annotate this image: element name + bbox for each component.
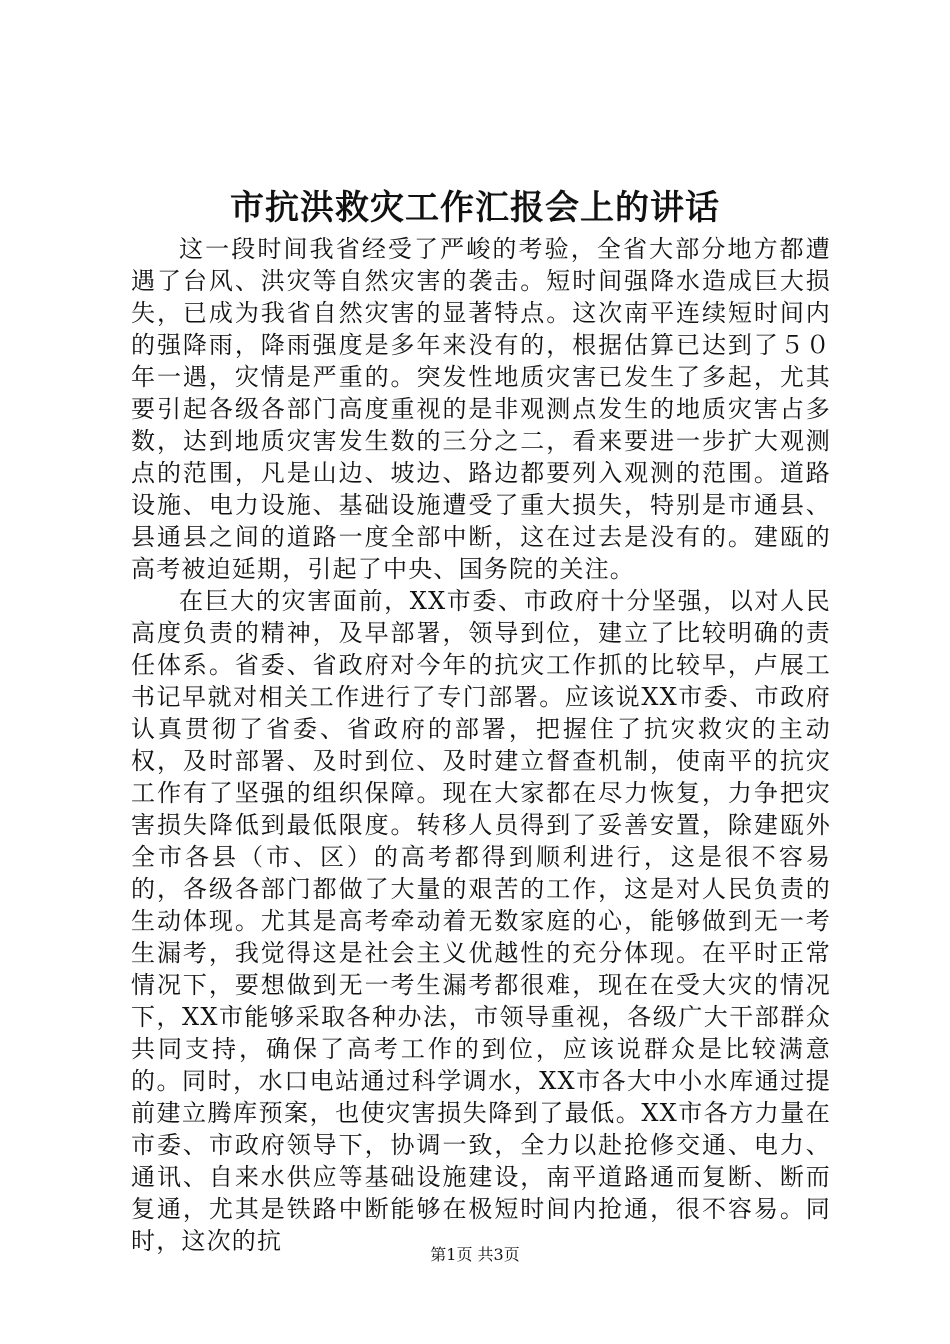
- document-body: [131, 233, 831, 1257]
- paragraph: 这一段时间我省经受了严峻的考验，全省大部分地方都遭遇了台风、洪灾等自然灾害的袭击。短时间强降水造成巨大损失，已成为我省自然灾害的显著特点。这次南平连续短时间内的强降雨，降雨强度是多年来没有的，根据估算已达到了５０年一遇，灾情是严重的。突发性地质灾害已发生了多起，尤其要引起各级各部门高度重视的是非观测点发生的地质灾害占多数，达到地质灾害发生数的三分之二，看来要进一步扩大观测点的范围，凡是山边、坡边、路边都要列入观测的范围。道路设施、电力设施、基础设施遭受了重大损失，特别是市通县、县通县之间的道路一度全部中断，这在过去是没有的。建瓯的高考被迫延期，引起了中央、国务院的关注。: [131, 235, 831, 583]
- page-footer: [0, 1243, 950, 1267]
- document-title: 市抗洪救灾工作汇报会上的讲话: [230, 188, 720, 228]
- page-indicator: 第1页 共3页: [430, 1245, 520, 1264]
- paragraph: 在巨大的灾害面前，XX市委、市政府十分坚强，以对人民高度负责的精神，及早部署，领导到位，建立了比较明确的责任体系。省委、省政府对今年的抗灾工作抓的比较早，卢展工书记早就对相关工作进行了专门部署。应该说XX市委、市政府认真贯彻了省委、省政府的部署，把握住了抗灾救灾的主动权，及时部署、及时到位、及时建立督查机制，使南平的抗灾工作有了坚强的组织保障。现在大家都在尽力恢复，力争把灾害损失降低到最低限度。转移人员得到了妥善安置，除建瓯外全市各县（市、区）的高考都得到顺利进行，这是很不容易的，各级各部门都做了大量的艰苦的工作，这是对人民负责的生动体现。尤其是高考牵动着无数家庭的心，能够做到无一考生漏考，我觉得这是社会主义优越性的充分体现。在平时正常情况下，要想做到无一考生漏考都很难，现在在受大灾的情况下，XX市能够采取各种办法，市领导重视，各级广大干部群众共同支持，确保了高考工作的到位，应该说群众是比较满意的。同时，水口电站通过科学调水，XX市各大中小水库通过提前建立腾库预案，也使灾害损失降到了最低。XX市各方力量在市委、市政府领导下，协调一致，全力以赴抢修交通、电力、通讯、自来水供应等基础设施建设，南平道路通而复断、断而复通，尤其是铁路中断能够在极短时间内抢通，很不容易。同时，这次的抗: [131, 587, 831, 1255]
